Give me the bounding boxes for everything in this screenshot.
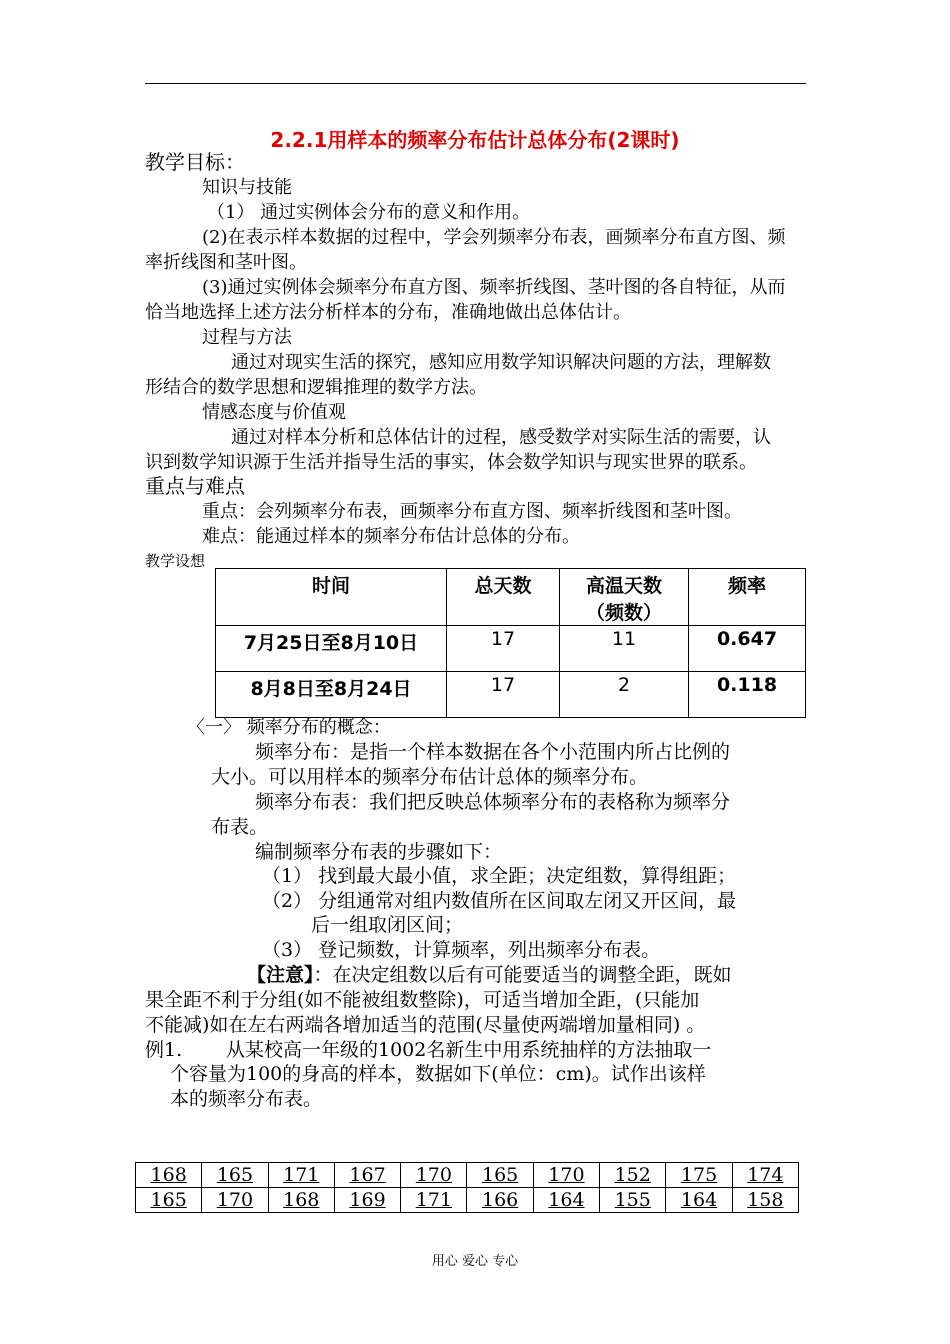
page-title: 2.2.1用样本的频率分布估计总体分布(2课时) bbox=[270, 128, 680, 152]
data-value: 165 bbox=[150, 1189, 187, 1211]
data-cell bbox=[401, 1188, 467, 1213]
header-frequency: 频率 bbox=[689, 569, 806, 626]
data-cell bbox=[666, 1163, 732, 1188]
data-value: 171 bbox=[415, 1189, 452, 1211]
cell-total-days: 17 bbox=[447, 626, 560, 672]
step-2-line1: （2） 分组通常对组内数值所在区间取左闭又开区间，最 bbox=[262, 890, 737, 912]
objectives-heading: 教学目标： bbox=[145, 150, 245, 174]
data-value: 165 bbox=[216, 1164, 254, 1186]
note-label: 【注意】 bbox=[247, 964, 314, 986]
difficulty-text: 难点：能通过样本的频率分布估计总体的分布。 bbox=[202, 526, 580, 547]
table-row bbox=[136, 1163, 799, 1188]
data-value: 169 bbox=[349, 1189, 386, 1211]
process-line2: 形结合的数学思想和逻辑推理的数学方法。 bbox=[145, 377, 487, 398]
data-value: 170 bbox=[216, 1189, 254, 1211]
example-label: 例1. bbox=[145, 1039, 183, 1061]
data-value: 164 bbox=[548, 1189, 585, 1211]
knowledge-heading: 知识与技能 bbox=[202, 177, 292, 198]
data-cell bbox=[334, 1188, 400, 1213]
data-cell bbox=[202, 1188, 268, 1213]
data-cell bbox=[467, 1188, 533, 1213]
data-value: 170 bbox=[415, 1164, 452, 1186]
data-value: 174 bbox=[747, 1164, 784, 1186]
header-rule bbox=[145, 83, 806, 84]
definition-line2: 大小。可以用样本的频率分布估计总体的频率分布。 bbox=[211, 766, 649, 788]
page-footer: 用心 爱心 专心 bbox=[431, 1254, 519, 1269]
cell-hot-days: 11 bbox=[560, 626, 689, 672]
data-cell bbox=[401, 1163, 467, 1188]
objective-3-line1: (3)通过实例体会频率分布直方图、频率折线图、茎叶图的各自特征，从而 bbox=[202, 277, 786, 298]
cell-frequency: 0.118 bbox=[689, 672, 806, 718]
data-cell bbox=[666, 1188, 732, 1213]
note-text: ：在决定组数以后有可能要适当的调整全距，既如 bbox=[313, 964, 732, 986]
design-label: 教学设想 bbox=[145, 552, 206, 570]
data-cell bbox=[334, 1163, 400, 1188]
note-line3: 不能减)如在左右两端各增加适当的范围(尽量使两端增加量相同) 。 bbox=[145, 1014, 706, 1036]
data-value: 168 bbox=[283, 1189, 320, 1211]
data-value: 168 bbox=[150, 1164, 187, 1186]
objective-1: （1） 通过实例体会分布的意义和作用。 bbox=[207, 202, 531, 223]
keypoints-heading: 重点与难点 bbox=[145, 474, 245, 498]
data-cell bbox=[268, 1188, 334, 1213]
data-value: 155 bbox=[614, 1189, 651, 1211]
header-hot-days-line1: 高温天数 bbox=[585, 575, 662, 597]
example-line1: 从某校高一年级的1002名新生中用系统抽样的方法抽取一 bbox=[226, 1039, 712, 1061]
cell-time: 8月8日至8月24日 bbox=[216, 672, 447, 718]
example-line3: 本的频率分布表。 bbox=[170, 1088, 323, 1110]
header-hot-days bbox=[560, 569, 689, 626]
data-cell bbox=[136, 1163, 202, 1188]
emotion-line1: 通过对样本分析和总体估计的过程，感受数学对实际生活的需要，认 bbox=[231, 427, 771, 448]
process-heading: 过程与方法 bbox=[202, 327, 292, 348]
freq-table-def-line1: 频率分布表：我们把反映总体频率分布的表格称为频率分 bbox=[255, 791, 731, 813]
data-value: 165 bbox=[482, 1164, 519, 1186]
objective-3-line2: 恰当地选择上述方法分析样本的分布，准确地做出总体估计。 bbox=[145, 302, 631, 323]
data-cell bbox=[533, 1188, 599, 1213]
cell-frequency: 0.647 bbox=[689, 626, 806, 672]
temperature-table bbox=[215, 568, 806, 718]
header-hot-days-line2: （频数） bbox=[585, 602, 662, 624]
data-cell bbox=[600, 1188, 666, 1213]
definition-line1: 频率分布：是指一个样本数据在各个小范围内所占比例的 bbox=[255, 741, 731, 763]
cell-total-days: 17 bbox=[447, 672, 560, 718]
step-3: （3） 登记频数，计算频率，列出频率分布表。 bbox=[262, 939, 661, 961]
objective-2-line2: 率折线图和茎叶图。 bbox=[145, 252, 307, 273]
data-cell bbox=[600, 1163, 666, 1188]
data-cell bbox=[533, 1163, 599, 1188]
data-value: 152 bbox=[614, 1164, 651, 1186]
data-value: 158 bbox=[747, 1189, 784, 1211]
process-line1: 通过对现实生活的探究，感知应用数学知识解决问题的方法，理解数 bbox=[231, 352, 771, 373]
header-time: 时间 bbox=[216, 569, 447, 626]
steps-intro: 编制频率分布表的步骤如下： bbox=[255, 841, 503, 863]
data-value: 167 bbox=[349, 1164, 386, 1186]
example-line2: 个容量为100的身高的样本，数据如下(单位：cm)。试作出该样 bbox=[170, 1063, 706, 1085]
cell-time: 7月25日至8月10日 bbox=[216, 626, 447, 672]
data-value: 164 bbox=[680, 1189, 718, 1211]
data-value: 171 bbox=[283, 1164, 320, 1186]
step-1: （1） 找到最大最小值，求全距；决定组数，算得组距； bbox=[262, 865, 737, 887]
data-cell bbox=[136, 1188, 202, 1213]
emotion-line2: 识到数学知识源于生活并指导生活的事实，体会数学知识与现实世界的联系。 bbox=[145, 452, 757, 473]
freq-table-def-line2: 布表。 bbox=[211, 816, 269, 838]
data-cell bbox=[202, 1163, 268, 1188]
data-cell bbox=[467, 1163, 533, 1188]
header-total-days: 总天数 bbox=[447, 569, 560, 626]
table-row bbox=[216, 626, 806, 672]
data-cell bbox=[732, 1163, 798, 1188]
focus-text: 重点：会列频率分布表，画频率分布直方图、频率折线图和茎叶图。 bbox=[202, 501, 742, 522]
note-line2: 果全距不利于分组(如不能被组数整除)，可适当增加全距，(只能加 bbox=[145, 989, 700, 1011]
table-row bbox=[216, 672, 806, 718]
data-value: 170 bbox=[548, 1164, 585, 1186]
table-header-row bbox=[216, 569, 806, 626]
height-data-table bbox=[135, 1162, 799, 1213]
data-value: 166 bbox=[482, 1189, 519, 1211]
objective-2-line1: (2)在表示样本数据的过程中，学会列频率分布表，画频率分布直方图、频 bbox=[202, 227, 786, 248]
emotion-heading: 情感态度与价值观 bbox=[202, 402, 346, 423]
data-cell bbox=[732, 1188, 798, 1213]
cell-hot-days: 2 bbox=[560, 672, 689, 718]
note-line1 bbox=[247, 963, 732, 987]
data-value: 175 bbox=[680, 1164, 718, 1186]
data-cell bbox=[268, 1163, 334, 1188]
section1-heading: 〈一〉 频率分布的概念： bbox=[187, 717, 391, 738]
step-2-line2: 后一组取闭区间； bbox=[311, 914, 464, 936]
table-row bbox=[136, 1188, 799, 1213]
